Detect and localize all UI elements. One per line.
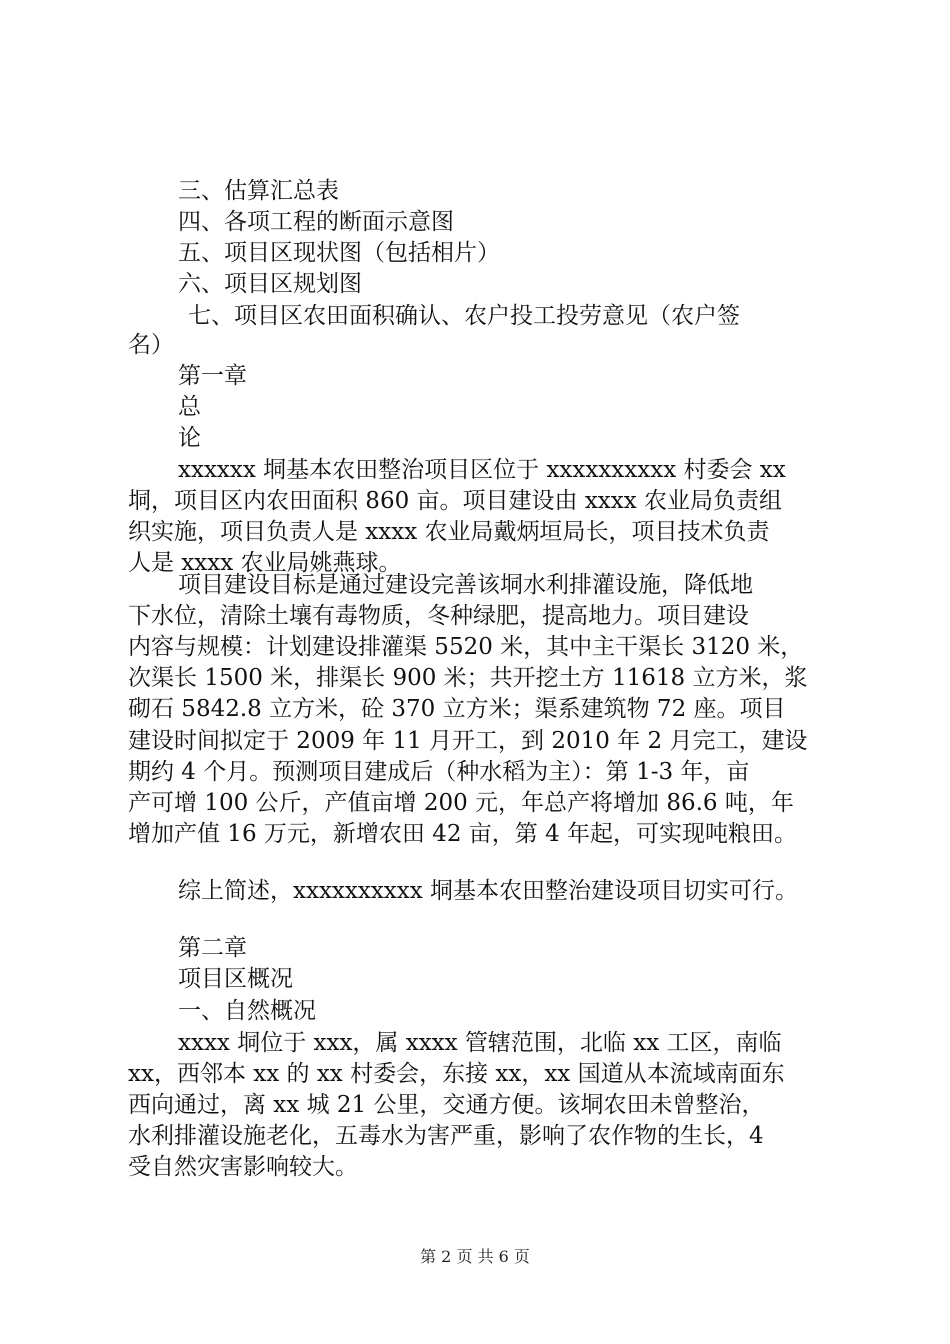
- chapter-1-title-part1: 总: [178, 394, 201, 420]
- chapter-2-heading: 第二章: [178, 935, 247, 961]
- paragraph-line: 水利排灌设施老化，五毒水为害严重，影响了农作物的生长，4: [128, 1123, 764, 1149]
- paragraph-line: 次渠长 1500 米，排渠长 900 米；共开挖土方 11618 立方米，浆: [128, 665, 808, 691]
- paragraph-line: 增加产值 16 万元，新增农田 42 亩，第 4 年起，可实现吨粮田。: [128, 821, 798, 847]
- toc-item-5: 五、项目区现状图（包括相片）: [178, 240, 500, 266]
- section-heading: 一、自然概况: [178, 998, 316, 1024]
- toc-item-4: 四、各项工程的断面示意图: [178, 209, 454, 235]
- toc-item-7: 七、项目区农田面积确认、农户投工投劳意见（农户签: [188, 303, 740, 329]
- paragraph-line: 期约 4 个月。预测项目建成后（种水稻为主）：第 1-3 年，亩: [128, 759, 750, 785]
- toc-item-7-cont: 名）: [128, 332, 174, 358]
- paragraph-line: 砌石 5842.8 立方米，砼 370 立方米；渠系建筑物 72 座。项目: [128, 696, 786, 722]
- paragraph-line: 受自然灾害影响较大。: [128, 1154, 358, 1180]
- paragraph-line: xxxx 垌位于 xxx，属 xxxx 管辖范围，北临 xx 工区，南临: [178, 1030, 782, 1056]
- conclusion-line: 综上简述，xxxxxxxxxx 垌基本农田整治建设项目切实可行。: [178, 878, 799, 904]
- chapter-1-heading: 第一章: [178, 363, 247, 389]
- paragraph-line: 项目建设目标是通过建设完善该垌水利排灌设施，降低地: [178, 572, 753, 598]
- paragraph-line: 垌，项目区内农田面积 860 亩。项目建设由 xxxx 农业局负责组: [128, 488, 783, 514]
- chapter-2-title: 项目区概况: [178, 966, 293, 992]
- toc-item-3: 三、估算汇总表: [178, 178, 339, 204]
- paragraph-line: 产可增 100 公斤，产值亩增 200 元，年总产将增加 86.6 吨，年: [128, 790, 794, 816]
- paragraph-line: 西向通过，离 xx 城 21 公里，交通方便。该垌农田未曾整治，: [128, 1092, 765, 1118]
- paragraph-line: xx，西邻本 xx 的 xx 村委会，东接 xx，xx 国道从本流域南面东: [128, 1061, 785, 1087]
- paragraph-line: 人是 xxxx 农业局姚燕球。: [128, 550, 402, 576]
- chapter-1-title-part2: 论: [178, 425, 201, 451]
- toc-item-6: 六、项目区规划图: [178, 271, 362, 297]
- page-footer: 第 2 页 共 6 页: [420, 1247, 530, 1266]
- paragraph-line: 织实施，项目负责人是 xxxx 农业局戴炳垣局长，项目技术负责: [128, 519, 770, 545]
- paragraph-line: xxxxxx 垌基本农田整治项目区位于 xxxxxxxxxx 村委会 xx: [178, 457, 786, 483]
- paragraph-line: 下水位，清除土壤有毒物质，冬种绿肥，提高地力。项目建设: [128, 603, 749, 629]
- paragraph-line: 建设时间拟定于 2009 年 11 月开工，到 2010 年 2 月完工，建设: [128, 728, 808, 754]
- paragraph-line: 内容与规模：计划建设排灌渠 5520 米，其中主干渠长 3120 米，: [128, 634, 804, 660]
